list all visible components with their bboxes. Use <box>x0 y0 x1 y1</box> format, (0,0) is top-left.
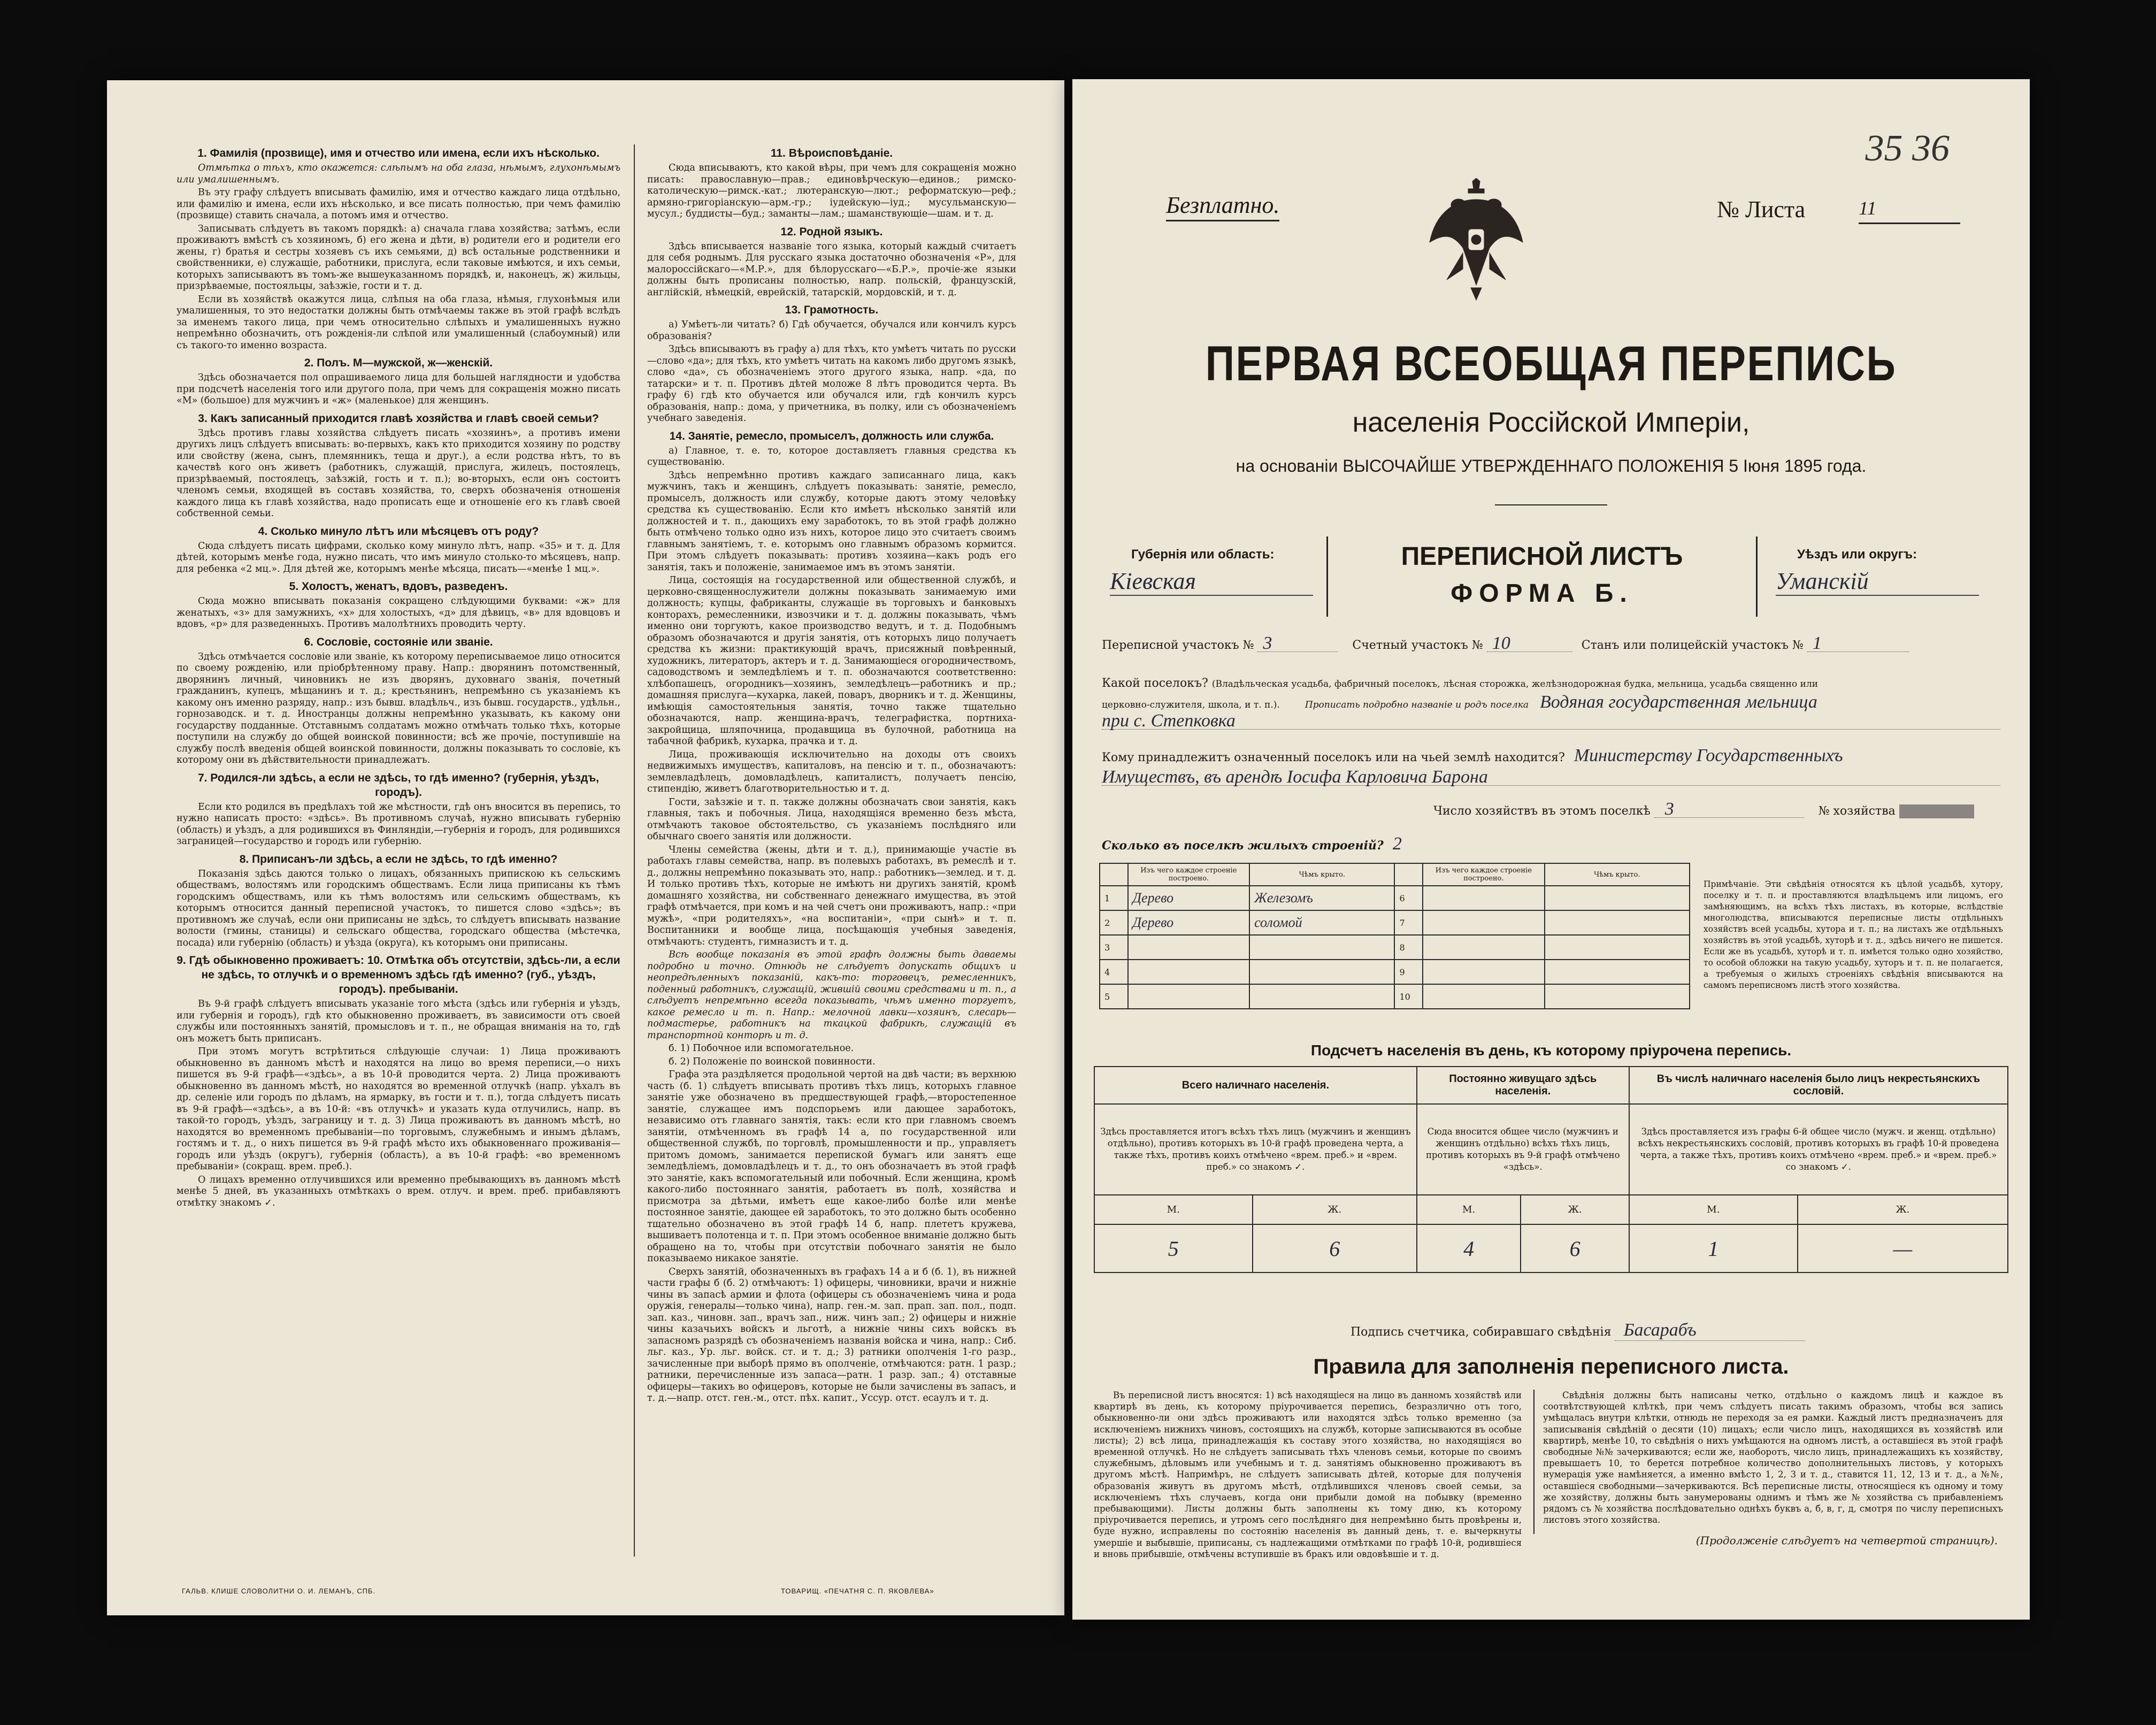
subtitle: населенія Россійской Имперіи, <box>1352 407 1750 438</box>
instruction-paragraph: Въ 9-й графѣ слѣдуетъ вписывать указаніе того мѣста (здѣсь или губернія и уѣздъ, или губернія и городъ), гдѣ кто обыкновенно проживаетъ, въ зависимости отъ своей службы или постоянныхъ занятій, промысловъ и т. п., не обращая вниманія на то, гдѣ онъ можетъ быть приписанъ. <box>177 999 620 1044</box>
form-name: ФОРМА Б. <box>1451 579 1633 608</box>
subtitle-decree: на основаніи ВЫСОЧАЙШЕ УТВЕРЖДЕННАГО ПОЛОЖЕНІЯ 5 Іюня 1895 года. <box>1236 456 1867 476</box>
building-number: 8 <box>1394 935 1423 960</box>
buildings-table-row <box>1100 984 1690 1009</box>
instruction-paragraph: Сюда вписываютъ, кто какой вѣры, при чемъ для сокращенія можно писать: православную—прав.; единовѣрческую—единов.; римско-католическую—римск.-кат.; лютеранскую—лют.; реформатскую—реф.; армяно-григоріанскую—арм.-гр.; іудейскую—іуд.; мусульманскую—мусул.; буддисты—буд.; заманты—лам.; шаманствующіе—шам. и т. д. <box>647 163 1016 219</box>
population-value: 6 <box>1253 1224 1417 1272</box>
instruction-heading: 14. Занятіе, ремесло, промыселъ, должность или служба. <box>669 430 994 442</box>
rules-column-1 <box>1094 1390 1522 1560</box>
instruction-section <box>177 411 620 520</box>
owner-value-1: Министерству Государственныхъ <box>1574 746 1843 765</box>
left-column-2 <box>647 142 1016 1408</box>
building-roof <box>1249 960 1394 984</box>
population-values-row <box>1094 1224 2008 1272</box>
non-peasant-header: Въ числѣ наличнаго населенія было лицъ некрестьянскихъ сословій. <box>1629 1067 2008 1104</box>
settlement-hint-2: церковно-служителя, школа, и т. п.). <box>1102 700 1280 710</box>
buildings-table-row <box>1100 886 1690 910</box>
rules-divider <box>1533 1390 1534 1534</box>
gubernia-value: Кіевская <box>1110 568 1313 596</box>
households-row <box>1102 801 2011 819</box>
population-table <box>1094 1066 2008 1273</box>
buildings-table <box>1099 863 1690 1009</box>
instruction-section <box>647 429 1016 1405</box>
instruction-heading: 4. Сколько минуло лѣтъ или мѣсяцевъ отъ роду? <box>258 525 539 538</box>
instruction-paragraph: Гости, заѣзжіе и т. п. также должны обозначать свои занятія, какъ главныя, такъ и побочныя. Лица, находящіяся временно безъ мѣста, отмѣчаютъ таковое обстоятельство, съ указаніемъ послѣдняго или обычнаго своего занятія или должности. <box>647 796 1016 842</box>
instruction-heading: 12. Родной языкъ. <box>780 225 883 238</box>
permanent-population-header: Постоянно живущаго здѣсь населенія. <box>1417 1067 1629 1104</box>
instruction-paragraph: б. 2) Положеніе по воинской повинности. <box>669 1056 876 1067</box>
settlement-value-2: при с. Степковка <box>1102 713 2000 730</box>
buildings-row <box>1102 836 2011 854</box>
buildings-value: 2 <box>1392 834 1402 854</box>
population-value: 5 <box>1094 1224 1253 1272</box>
instruction-section <box>177 635 620 766</box>
settlement-row <box>1102 676 2011 692</box>
instruction-heading: 5. Холостъ, женатъ, вдовъ, разведенъ. <box>289 580 508 593</box>
instruction-section <box>177 524 620 576</box>
col-built-header: Изъ чего каждое строеніе построено. <box>1128 863 1250 886</box>
instruction-paragraph: Члены семейства (жены, дѣти и т. д.), принимающіе участіе въ работахъ главы семейства, напр. въ полевыхъ работахъ, въ ремеслѣ и т. д., должны непремѣнно показывать это, напр.: работникъ—землед. и т. д. И только противъ тѣхъ, которые не имѣютъ ни другихъ занятій, кромѣ домашняго хозяйства, ни собственнаго денежнаго имущества, въ этой графѣ отмѣчается, при комъ и на чей счетъ они проживаютъ, напр.: «при мужѣ», «при родителяхъ», «на воспитаніи», «при сынѣ» и т. п. Воспитанники и вообще лица, посѣщающія учебныя заведенія, отмѣчаютъ: студентъ, гимназистъ и т. д. <box>647 844 1016 947</box>
settlement-value-row <box>1102 713 2011 731</box>
instruction-heading: 7. Родился-ли здѣсь, а если не здѣсь, то гдѣ именно? (губернія, уѣздъ, городъ). <box>197 771 600 799</box>
gubernia-cell <box>1088 536 1326 617</box>
building-roof: соломой <box>1249 910 1394 935</box>
instruction-paragraph: Показанія здѣсь даются только о лицахъ, обязанныхъ припискою къ сельскимъ обществамъ, волостямъ или городскимъ обществамъ. Если лица приписаны къ тѣмъ городскимъ обществамъ, или къ тѣмъ волостямъ или сельскимъ обществамъ, къ которымъ относится данный переписной участокъ, то пишется слово «здѣсь»; въ противномъ же случаѣ, если они приписаны не здѣсь, то слѣдуетъ вписывать название волости (гмины, станицы) и сельскаго общества, городскаго общества (мѣстечка, посада) или губернію (область) и уѣзда (округа), къ которымъ они приписаны. <box>177 868 620 948</box>
building-roof <box>1545 910 1690 935</box>
instruction-paragraph: О лицахъ временно отлучившихся или временно пребывающихъ въ данномъ мѣстѣ менѣе 5 дней, въ указанныхъ отмѣткахъ о врем. отлуч. и врем. преб. прибавляютъ отмѣтку знакомъ ✓. <box>177 1174 620 1208</box>
instruction-paragraph: Здѣсь обозначается пол опрашиваемого лица для большей наглядности и удобства при подсчетѣ населенія того или другого пола, при чемъ для сокращенія можно писать «М» (большое) для мужчинъ и «ж» (маленькое) для женщинъ. <box>177 372 620 406</box>
instruction-paragraph: Если въ хозяйствѣ окажутся лица, слѣпыя на оба глаза, нѣмыя, глухонѣмыя или умалишенныя, то это недостатки должны быть отмѣчаемы также въ этой графѣ вслѣдъ за именемъ такого лица, при чемъ относительно слѣпыхъ и умалишенныхъ нужно непремѣнно обозначить, отъ рожденія-ли слѣпой или умалишенный (слабоумный) или съ такого-то именно возраста. <box>177 294 620 351</box>
male-header: М. <box>1094 1195 1253 1224</box>
female-header: Ж. <box>1521 1195 1629 1224</box>
col-built-header-2: Изъ чего каждое строеніе построено. <box>1423 863 1545 886</box>
building-roof <box>1545 886 1690 910</box>
instruction-section <box>177 852 620 949</box>
title-divider <box>1495 504 1607 505</box>
instruction-heading: 9. Гдѣ обыкновенно проживаетъ: 10. Отмѣтка объ отсутствіи, здѣсь-ли, а если не здѣсь, то отлучкѣ и о временномъ здѣсь гдѣ именно? (губ., уѣздъ, городъ). пребываніи. <box>177 954 620 995</box>
building-material <box>1423 960 1545 984</box>
uezd-cell <box>1754 536 2019 617</box>
instruction-section <box>647 225 1016 299</box>
districts-row <box>1102 635 2011 654</box>
instruction-paragraph: б. 1) Побочное или вспомогательное. <box>669 1043 854 1054</box>
sheet-number-label: № Листа <box>1717 196 1806 223</box>
double-headed-eagle-icon <box>1425 178 1527 301</box>
building-roof <box>1545 984 1690 1009</box>
building-number: 3 <box>1100 935 1128 960</box>
rules-title: Правила для заполненія переписного листа. <box>1313 1355 1789 1378</box>
instruction-paragraph: Въ эту графу слѣдуетъ вписывать фамилію, имя и отчество каждаго лица отдѣльно, или фамилію и имена, если ихъ нѣсколько, и все писать полностью, при чемъ фамилію (прозвище) ставить сначала, а потомъ имя и отчество. <box>177 187 620 221</box>
settlement-hint-3: Прописать подробно названіе и родъ поселка <box>1305 700 1529 710</box>
household-number-label: № хозяйства <box>1818 804 1896 818</box>
population-sex-row <box>1094 1195 2008 1224</box>
imprint-right: ТОВАРИЩ. «ПЕЧАТНЯ С. П. ЯКОВЛЕВА» <box>781 1587 934 1595</box>
female-header: Ж. <box>1798 1195 2008 1224</box>
col-roof-header-2: Чѣмъ крыто. <box>1545 863 1690 886</box>
instruction-paragraph: При этомъ могутъ встрѣтиться слѣдующіе случаи: 1) Лица проживаютъ обыкновенно въ данномъ мѣстѣ и находятся на лицо во время переписи,—о нихъ пишется въ 9-й графѣ—«здѣсь», а въ 10-й проводится черта. 2) Лица проживаютъ обыкновенно въ данномъ мѣстѣ, но находятся во временной отлучкѣ (напр. уѣхалъ въ др. селеніе или городъ по дѣламъ, на ярмарку, въ гости и т. п.), тогда слѣдуетъ писать въ 9-й графѣ—«здѣсь», а въ 10-й: «въ отлучкѣ» и указать куда отлучились, напр. въ такой-то городъ, уѣздъ, заграницу и т. д. 3) Лица проживаютъ въ данномъ мѣстѣ, но находятся во временномъ пребываніи—по торговымъ, служебнымъ и инымъ дѣламъ, гостямъ и т. д., о нихъ пишется въ 9-й графѣ мѣсто ихъ обыкновеннаго проживанія—городъ или уѣздъ (округъ), губернія (область), а въ 10-й графѣ: «во временномъ пребываніи» (сокращ. врем. преб.). <box>177 1046 620 1172</box>
form-title: ПЕРЕПИСНОЙ ЛИСТЪ <box>1401 542 1683 571</box>
male-header: М. <box>1629 1195 1798 1224</box>
owner-value-2: Имуществъ, въ арендѣ Іосифа Карловича Барона <box>1102 769 2000 786</box>
instruction-section <box>177 146 620 351</box>
building-number: 10 <box>1394 984 1423 1009</box>
uezd-label: Уѣздъ или округъ: <box>1797 547 1917 562</box>
instruction-paragraph: Сюда можно вписывать показанія сокращено слѣдующими буквами: «ж» для женатыхъ, «з» для замужнихъ, «х» для холостыхъ, «д» для дѣвицъ, «в» для вдовцовъ и вдовъ, «р» для разведенныхъ. Противъ малолѣтнихъ проводить черту. <box>177 596 620 630</box>
page-number: 35 36 <box>1865 128 1950 169</box>
instruction-section <box>177 953 620 1209</box>
instruction-section <box>177 771 620 848</box>
instruction-heading: 11. Вѣроисповѣданіе. <box>770 147 893 159</box>
stan-label: Станъ или полицейскій участокъ № <box>1581 639 1804 652</box>
population-value: 4 <box>1417 1224 1521 1272</box>
building-material <box>1128 984 1250 1009</box>
building-roof: Железомъ <box>1249 886 1394 910</box>
buildings-table-row <box>1100 935 1690 960</box>
signature-value: Басарабъ <box>1615 1320 1805 1341</box>
instruction-heading: 2. Полъ. М—мужской, ж—женскій. <box>304 357 493 369</box>
instruction-paragraph: Здѣсь вписывается названіе того языка, который каждый считаетъ для себя роднымъ. Для русскаго языка достаточно обозначенія «Р», для малороссійскаго—«М.Р.», для бѣлорусскаго—«Б.Р.», прочіе-же языки должны быть прописаны полностью, напр. польскій, французскій, англійскій, нѣмецкій, еврейскій, татарскій, мордовскій, и т. д. <box>647 241 1016 298</box>
owner-label: Кому принадлежитъ означенный поселокъ или на чьей землѣ находится? <box>1102 751 1565 764</box>
building-number: 2 <box>1100 910 1128 935</box>
rules-column-2 <box>1543 1390 2003 1525</box>
instruction-section <box>647 303 1016 425</box>
building-material <box>1128 960 1250 984</box>
continued-note: (Продолженіе слѣдуетъ на четвертой страницѣ). <box>1695 1534 1998 1547</box>
building-number: 1 <box>1100 886 1128 910</box>
building-roof <box>1545 960 1690 984</box>
population-title: Подсчетъ населенія въ день, къ которому пріурочена перепись. <box>1310 1042 1792 1059</box>
total-population-desc: Здѣсь проставляется итогъ всѣхъ тѣхъ лицъ (мужчинъ и женщинъ отдѣльно), противъ которыхъ въ 10-й графѣ проведена черта, а также тѣхъ, противъ коихъ отмѣчено «врем. преб.» и «врем. преб.» со знакомъ ✓. <box>1094 1104 1417 1195</box>
column-divider <box>634 144 635 1557</box>
instruction-paragraph: Всѣ вообще показанія въ этой графѣ должны быть даваемы подробно и точно. Отнюдь не слѣдуетъ допускать общихъ и неопредѣленныхъ показаній, какъ-то: торговецъ, ремесленникъ, поденный работникъ, служащій, жившій своими средствами и т. п., а слѣдуетъ непремѣнно всегда показывать, чѣмъ именно торгуетъ, какое ремесло и т. п. Напр.: мелочной лавки—хозяинъ, слесарь—подмастерье, работникъ на ткацкой фабрикѣ, служащій въ транспортной конторѣ и т. д. <box>647 949 1016 1041</box>
counting-district-label: Счетный участокъ № <box>1352 639 1483 652</box>
counting-district-value: 10 <box>1487 635 1572 652</box>
settlement-label: Какой поселокъ? <box>1102 677 1208 690</box>
settlement-hint: (Владѣльческая усадьба, фабричный поселокъ, лѣсная сторожка, желѣзнодорожная будка, мельница, усадьба священно или <box>1211 679 1819 689</box>
households-label: Число хозяйствъ въ этомъ поселкѣ <box>1433 804 1651 818</box>
buildings-table-row <box>1100 910 1690 935</box>
instruction-heading: 6. Сословіе, состояніе или званіе. <box>304 635 493 648</box>
instruction-paragraph: а) Главное, т. е. то, которое доставляетъ главныя средства къ существованію. <box>647 445 1016 467</box>
permanent-population-desc: Сюда вносится общее число (мужчинъ и женщинъ отдѣльно) всѣхъ тѣхъ лицъ, противъ которыхъ въ 9-й графѣ отмѣчено «здѣсь». <box>1417 1104 1629 1195</box>
building-number: 4 <box>1100 960 1128 984</box>
instruction-paragraph: Здѣсь противъ главы хозяйства слѣдуетъ писать «хозяинъ», а противъ имени другихъ лицъ слѣдуетъ вписывать: во-первыхъ, какъ кто приходится хозяину по родству или свойству (жена, сынъ, племянникъ, теща и друг.), а если родства нѣтъ, то въ качествѣ кого онъ живетъ (работникъ, служащій, прислуга, жилецъ, постоялецъ, призрѣваемый, постоялецъ, заѣзжій, гость и т. п.); во-вторыхъ, если онъ состоитъ членомъ семьи, входящей въ составъ хозяйства, то, сверхъ обозначенія отношенія каждого лица къ главѣ хозяйства, надо прописать еще и отношеніе его къ главѣ своей собственной семьи. <box>177 427 620 519</box>
owner-row <box>1102 748 2011 766</box>
population-value: — <box>1798 1224 2008 1272</box>
stan-value: 1 <box>1807 635 1909 652</box>
instruction-paragraph: Лица, состоящія на государственной или общественной службѣ, и церковно-священнослужители должны показывать занимаемую ими должность; купцы, фабриканты, служащіе въ торговыхъ и банковыхъ конторахъ, ремесленники, извозчики и т. д. должны показывать, чѣмъ именно они торгуютъ, какое производство ведутъ, и т. д. Подобнымъ образомъ обозначаются и другія занятія, отъ которыхъ лицо получаетъ средства къ жизни: практикующій врачъ, присяжный повѣренный, художникъ, литераторъ, актеръ и т. д. Занимающіеся огородничествомъ, садоводствомъ и земледѣліемъ и т. п. обозначаются соответственно: хлѣбопашецъ, огородникъ—хозяинъ, земледѣлецъ—работникъ и пр.; домашняя прислуга—кухарка, лакей, поваръ, дворникъ и т. д. Женщины, имѣющія самостоятельныя занятія, точно также тщательно обозначаются, напр. женщина-врачъ, телеграфистка, портниха-закройщица, шляпочница, продавщица въ булочной, работница на табачной фабрикѣ, кухарка, прачка и т. д. <box>647 575 1016 747</box>
households-value: 3 <box>1654 801 1804 818</box>
instruction-paragraph: а) Умѣетъ-ли читать? б) Гдѣ обучается, обучался или кончилъ курсъ образованія? <box>647 319 1016 342</box>
rules-text-2: Свѣдѣнія должны быть написаны четко, отдѣльно о каждомъ лицѣ и каждое въ соотвѣтствующей клѣткѣ, при чемъ слѣдуетъ писать такимъ образомъ, чтобы вся запись умѣщалась внутри клѣтки, отнюдь не переходя за ея рамки. Каждый листъ предназначенъ для записыванія свѣдѣній о десяти (10) лицахъ; если число лицъ, находящихся въ хозяйствѣ или квартирѣ, менѣе 10, то свѣдѣнія о нихъ умѣщаются на одномъ листѣ, а оставшіеся въ этой графѣ свободные №№ зачеркиваются; если же, наоборотъ, число лицъ, принадлежащихъ къ хозяйству, превышаетъ 10, то берется потребное количество дополнительныхъ листовъ, у которыхъ нумерація уже намѣняется, а именно вмѣсто 1, 2, 3 и т. д., ставится 11, 12, 13 и т. д., а №№, оставшіеся свободными—зачеркиваются. Всѣ переписные листы, относящіеся къ одному и тому же хозяйству, должны быть занумерованы однимъ и тѣмъ же № хозяйства съ прибавленіемъ рядомъ съ № хозяйства послѣдовательно однѣхъ буквъ а, б, в, г, д, смотря по числу переписныхъ листовъ этого хозяйства. <box>1543 1390 2003 1525</box>
instruction-section <box>177 356 620 407</box>
buildings-label: Сколько въ поселкѣ жилыхъ строеній? <box>1102 839 1384 853</box>
uezd-value: Уманскій <box>1776 568 1979 596</box>
sheet-number-value: 11 <box>1859 197 1960 224</box>
signature-label: Подпись счетчика, собиравшаго свѣдѣнія <box>1351 1325 1612 1339</box>
buildings-table-row <box>1100 960 1690 984</box>
building-roof <box>1545 935 1690 960</box>
signature-row <box>1351 1320 1805 1341</box>
building-material <box>1423 886 1545 910</box>
instruction-paragraph: Если кто родился въ предѣлахъ той же мѣстности, гдѣ онъ вносится въ перепись, то нужно написать просто: «здѣсь». Въ противномъ случаѣ, нужно вписывать губернію (область) и уѣздъ, а для родившихся въ Финляндіи,—губернія и городъ, для родившихся заграницей—государство и городъ или губернію. <box>177 801 620 847</box>
building-material <box>1128 935 1250 960</box>
left-page <box>107 80 1064 1615</box>
instruction-paragraph: Записывать слѣдуетъ въ такомъ порядкѣ: а) сначала глава хозяйства; затѣмъ, если проживаютъ вмѣстѣ съ хозяиномъ, б) его жена и дѣти, в) родители его и родители его жены, г) братья и сестры хозяевъ съ ихъ семьями, д) всѣ остальные родственники и свойственники, е) служащіе, работники, прислуга, если таковые имѣются, и ихъ семьи, которыхъ записываютъ въ томъ-же вышеуказанномъ порядкѣ, и, наконецъ, ж) жильцы, призрѣваемые, постояльцы, заѣзжіе, гости и т. д. <box>177 223 620 292</box>
building-number: 5 <box>1100 984 1128 1009</box>
instruction-paragraph: Здѣсь непремѣнно противъ каждаго записаннаго лица, какъ мужчинъ, такъ и женщинъ, слѣдуетъ показывать: занятіе, ремесло, промыселъ, должность или службу, которые даютъ этому человѣку средства къ существованію. Если кто имѣетъ нѣсколько занятій или должностей и т. п., дающихъ ему заработокъ, то въ этой графѣ должно быть отмѣчено только одно изъ нихъ, которое лицо это считаетъ своимъ главнымъ занятіемъ, т. е. которымъ оно главнымъ образомъ кормится. При этомъ слѣдуетъ показывать: противъ хозяина—какъ родъ его занятія, такъ и положеніе, занимаемое имъ въ этомъ занятіи. <box>647 470 1016 573</box>
population-value: 6 <box>1521 1224 1629 1272</box>
rules-text-1: Въ переписной листъ вносятся: 1) всѣ находящіеся на лицо въ данномъ хозяйствѣ или квартирѣ въ день, къ которому пріурочивается перепись, безразлично отъ того, обыкновенно-ли они здѣсь проживаютъ или находятся здѣсь только временно (за исключеніемъ нижнихъ чиновъ, состоящихъ на службѣ, которые записываются въ особые листы); 2) всѣ лица, принадлежащія къ составу этого хозяйства, но находящіяся во временной отлучкѣ. Но не слѣдуетъ записывать тѣхъ членовъ семьи, которые по своимъ служебнымъ, дѣловымъ или учебнымъ и т. д. занятіямъ обыкновенно проживаютъ въ другомъ мѣстѣ. Напримѣръ, не слѣдуетъ записывать дѣтей, которые для полученія образованія живутъ въ другомъ мѣстѣ, отдѣлившихся членовъ своей семьи, за исключеніемъ тѣхъ случаевъ, когда они прибыли домой на побывку (временно пребывающими). Листы должны быть заполнены къ тому дню, къ которому пріурочивается перепись, и утромъ сего послѣдняго дня непремѣнно быть провѣрены и, буде нужно, исправлены по состоянію населенія въ данный день, т. е. вычеркнуты умершіе и выбывшіе, приписаны, съ надлежащими отмѣтками по графѣ 10-й, родившіеся и вновь прибывшіе, отмѣчены вступившіе въ бракъ или овдовѣвшіе и т. д. <box>1094 1390 1522 1559</box>
instruction-paragraph: Сюда слѣдуетъ писать цифрами, сколько кому минуло лѣтъ, напр. «35» и т. д. Для дѣтей, которымъ менѣе года, нужно писать, что имъ минуло столько-то мѣсяцевъ, напр. для ребенка «2 мц.». Для дѣтей же, которымъ менѣе мѣсяца, писать—«менѣе 1 мц.». <box>177 540 620 574</box>
instruction-paragraph: Лица, проживающія исключительно на доходы отъ своихъ недвижимыхъ имуществъ, капиталовъ, на пенсію и т. п., обозначаютъ: землевладѣлецъ, домовладѣлецъ, капиталистъ, получаетъ пенсію, стипендію, живетъ благотворительностью и т. д. <box>647 749 1016 794</box>
instruction-paragraph: Здѣсь вписываютъ въ графу а) для тѣхъ, кто умѣетъ читать по русски—слово «да»; для тѣхъ, кто умѣетъ читать на какомъ либо другомъ языкѣ, слово «да», съ обозначеніемъ этого другого языка, напр. «да, по татарски» и т. п. Противъ дѣтей моложе 8 лѣтъ проводится черта. Въ графу 6) гдѣ кто обучается или обучался или, гдѣ кончилъ курсъ образованія, напр.: дома, у причетника, въ полку, или съ обозначеніемъ учебнаго заведенія. <box>647 344 1016 424</box>
building-number: 7 <box>1394 910 1423 935</box>
instruction-heading: 13. Грамотность. <box>785 304 879 316</box>
instruction-heading: 8. Приписанъ-ли здѣсь, а если не здѣсь, то гдѣ именно? <box>239 853 558 865</box>
form-title-cell <box>1326 536 1758 617</box>
population-table-head <box>1094 1067 2008 1104</box>
population-value: 1 <box>1629 1224 1798 1272</box>
left-column-1 <box>177 142 620 1212</box>
instruction-section <box>177 579 620 631</box>
household-number-redacted <box>1899 804 1974 818</box>
building-roof <box>1249 935 1394 960</box>
building-material: Дерево <box>1128 886 1250 910</box>
female-header: Ж. <box>1253 1195 1417 1224</box>
instruction-heading: 1. Фамилія (прозвище), имя и отчество или имена, если ихъ нѣсколько. <box>197 147 600 159</box>
total-population-header: Всего наличнаго населенія. <box>1094 1067 1417 1104</box>
instruction-paragraph: Сверхъ занятій, обозначенныхъ въ графахъ 14 а и б (б. 1), въ нижней части графы б (б. 2) отмѣчаютъ: 1) офицеры, чиновники, врачи и нижніе чины въ запасѣ армии и флота (офицеры съ обозначеніемъ чина и рода оружія, генералы—только чина), напр. ген.-м. зап. прап. зап. пол., подп. зап. каз., чиновн. зап., врачъ зап., ниж. чинъ зап.; 2) офицеры и нижніе чины казачьихъ войскъ и льготѣ, а нижніе чины сихъ войскъ въ запасномъ разрядѣ съ обозначеніемъ названія войска и чина, напр.: Сиб. льг. каз., Ур. льг. войск. ст. и т. д.; 3) ратники ополченія 1-го разр., зачисленные при выборѣ прямо въ ополченіе, отмѣчаются: ратн. 1 разр.; ратники, перечисленные изъ запаса—ратн. 1 разр. зап.; 4) отставные офицеры—такихъ во офицеровъ, которые не были зачислены въ запасъ, и т. д.—напр. отст. ген.-м., отст. пѣх. капит., Уссур. отст. есаулъ и т. д. <box>647 1266 1016 1404</box>
building-material <box>1423 984 1545 1009</box>
building-material <box>1423 935 1545 960</box>
form-header <box>1088 536 2019 617</box>
building-number: 9 <box>1394 960 1423 984</box>
building-material <box>1423 910 1545 935</box>
instruction-paragraph: Графа эта раздѣляется продольной чертой на двѣ части; въ верхнюю часть (б. 1) слѣдуетъ вписывать противъ тѣхъ лицъ, которыхъ главное занятіе уже обозначено въ предшествующей графѣ,—второстепенное занятіе, служащее имъ подспорьемъ или дающее заработокъ, независимо отъ главнаго занятія, такъ: если кто при главномъ своемъ занятіи, отмѣченномъ въ графѣ 14 а, по государственной или общественной службѣ, по торговлѣ, промышленности и пр., управляетъ притомъ домомъ, занимается перепиской бумагъ или занятъ еще земледѣліемъ, домовладѣлецъ и т. д., то онъ обозначаетъ въ этой графѣ это занятіе, какъ вспомогательный или побочный. Если женщина, кромѣ какого-либо постояннаго занятія, работаетъ въ полѣ, хозяйства и присмотра за дѣтьми, имѣетъ еще какое-либо болѣе или менѣе постоянное занятіе, дающее ей заработокъ, то это должно быть особенно тщательно обозначено въ этой графѣ 14 б, напр. плететъ кружева, вышиваетъ полотенца и т. п. При этомъ особенное вниманіе должно быть обращено на то, чтобы при отсутствіи побочнаго занятія не было показываемо никакое занятіе. <box>647 1069 1016 1264</box>
census-district-value: 3 <box>1257 635 1338 652</box>
building-roof <box>1249 984 1394 1009</box>
census-district-label: Переписной участокъ № <box>1102 639 1254 652</box>
col-roof-header: Чѣмъ крыто. <box>1249 863 1394 886</box>
free-label: Безплатно. <box>1166 191 1279 221</box>
non-peasant-desc: Здѣсь проставляется изъ графы 6-й общее число (мужч. и женщ. отдѣльно) всѣхъ некрестьянскихъ сословій, противъ которыхъ въ графѣ 10-й проведена черта, а также тѣхъ, противъ коихъ отмѣчено «врем. преб.» и «врем. преб.» со знакомъ ✓. <box>1629 1104 2008 1195</box>
instruction-heading: 3. Какъ записанный приходится главѣ хозяйства и главѣ своей семьи? <box>198 412 599 425</box>
instruction-section <box>647 146 1016 220</box>
buildings-note: Примѣчаніе. Эти свѣдѣнія относятся къ цѣлой усадьбѣ, хутору, поселку и т. п. и проставляются владѣльцемъ или лицомъ, его замѣняющимъ, на всѣхъ тѣхъ листахъ, въ которые, вслѣдствіе многолюдства, вписываются переписные листы отдѣльныхъ хозяйствъ всей усадьбы, хутора и т. п.; на листахъ же отдѣльныхъ хозяйствъ въ этой усадьбѣ, хуторѣ и т. д., здѣсь ничего не пишется. Если же въ усадьбѣ, хуторѣ и т. п. имѣется только одно хозяйство, то особой обложки на такую усадьбу, хуторъ и т. п. не полагается, а требуемыя о жилыхъ строеніяхъ свѣдѣнія вписываются на самомъ переписномъ листѣ этого хозяйства. <box>1704 879 2003 990</box>
male-header: М. <box>1417 1195 1521 1224</box>
instruction-paragraph: Здѣсь отмѣчается сословіе или званіе, къ которому переписываемое лицо относится по своему рожденію, или пріобрѣтенному праву. Напр.: дворянинъ потомственный, дворянинъ личный, чиновникъ не изъ дворянъ, духовнаго званія, почетный гражданинъ, купецъ, мѣщанинъ и т. д.; крестьянинъ, непремѣнно съ указаніемъ къ какому онъ именно разряду, напр.: изъ бывш. владѣльч., изъ бывш. государств., удѣльн., горнозаводск. и т. д. Иностранцы должны непремѣнно указывать, къ какому они государству подданные. Отставнымъ солдатамъ можно отмѣчать только тѣхъ, которые поступили на службу до общей воинской повинности; всѣ же прочіе, поступившіе на службу послѣ введенія общей воинской повинности, должны показывать то сословіе, къ которому они въ дѣйствительности принадлежатъ. <box>177 651 620 765</box>
buildings-table-header <box>1100 863 1690 886</box>
owner-value-row <box>1102 769 2011 787</box>
main-title: ПЕРВАЯ ВСЕОБЩАЯ ПЕРЕПИСЬ <box>1205 336 1897 391</box>
building-material: Дерево <box>1128 910 1250 935</box>
settlement-subrow <box>1102 694 2011 713</box>
building-number: 6 <box>1394 886 1423 910</box>
right-page <box>1072 79 2030 1620</box>
instruction-paragraph: Отмѣтка о тѣхъ, кто окажется: слѣпымъ на оба глаза, нѣмымъ, глухонѣмымъ или умалишеннымъ. <box>177 163 620 185</box>
gubernia-label: Губернія или область: <box>1131 547 1275 562</box>
settlement-value-1: Водяная государственная мельница <box>1539 692 1817 712</box>
population-table-desc <box>1094 1104 2008 1195</box>
imprint-left: ГАЛЬВ. КЛИШЕ СЛОВОЛИТНИ О. И. ЛЕМАНЪ, СПБ. <box>182 1587 376 1595</box>
